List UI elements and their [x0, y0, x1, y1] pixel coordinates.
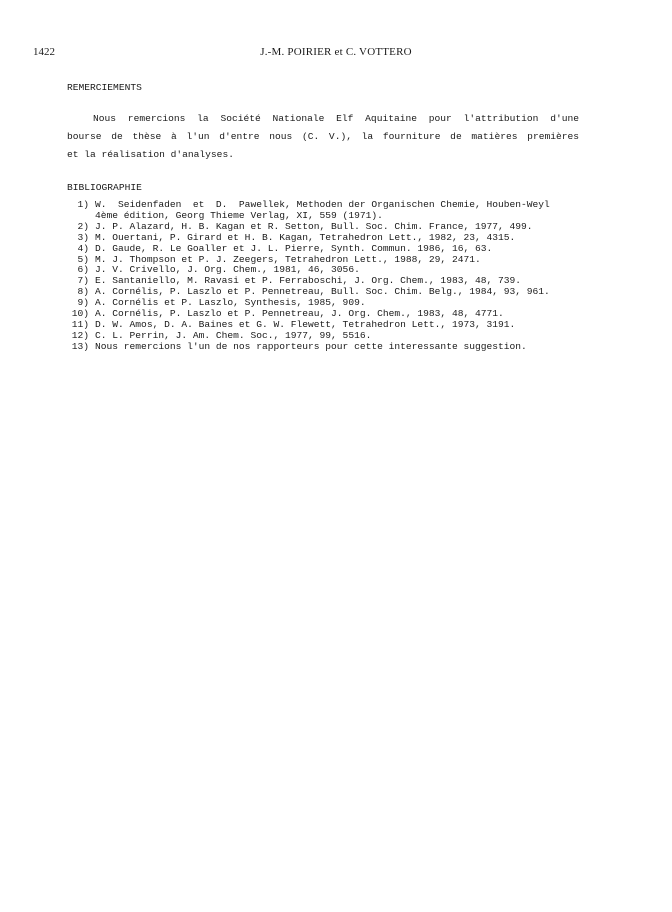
acknowledgements-title: REMERCIEMENTS — [67, 82, 142, 93]
reference-number: 11) — [71, 318, 89, 330]
reference-text: E. Santaniello, M. Ravasi et P. Ferraboschi, J. Org. Chem., 1983, 48, 739. — [95, 275, 522, 287]
reference-number: 13) — [71, 340, 89, 352]
reference-number: 4) — [77, 242, 89, 254]
reference-number: 12) — [71, 329, 89, 341]
reference-number: 6) — [77, 264, 89, 276]
reference-list — [67, 200, 587, 353]
reference-text: J. V. Crivello, J. Org. Chem., 1981, 46, 3056. — [95, 264, 360, 276]
reference-item — [67, 342, 587, 353]
reference-text: J. P. Alazard, H. B. Kagan et R. Setton, Bull. Soc. Chim. France, 1977, 499. — [95, 220, 533, 232]
reference-number: 8) — [77, 286, 89, 298]
reference-number: 2) — [77, 220, 89, 232]
reference-text: M. J. Thompson et P. J. Zeegers, Tetrahedron Lett., 1988, 29, 2471. — [95, 253, 481, 265]
reference-number: 3) — [77, 231, 89, 243]
reference-text: A. Cornélis et P. Laszlo, Synthesis, 1985, 909. — [95, 297, 366, 309]
reference-number: 7) — [77, 275, 89, 287]
acknowledgements-body — [67, 110, 579, 164]
reference-text: A. Cornélis, P. Laszlo et P. Pennetreau, Bull. Soc. Chim. Belg., 1984, 93, 961. — [95, 286, 550, 298]
acknowledgements-line: Nous remercions la Société Nationale Elf Aquitaine pour l'attribution d'une — [93, 113, 579, 124]
acknowledgements-line: bourse de thèse à l'un d'entre nous (C. V.), la fourniture de matières premières — [67, 131, 579, 142]
bibliography-title: BIBLIOGRAPHIE — [67, 182, 142, 193]
reference-text: Nous remercions l'un de nos rapporteurs pour cette interessante suggestion. — [95, 340, 527, 352]
acknowledgements-line: et la réalisation d'analyses. — [67, 149, 234, 160]
reference-text: D. Gaude, R. Le Goaller et J. L. Pierre, Synth. Commun. 1986, 16, 63. — [95, 242, 493, 254]
reference-number: 5) — [77, 253, 89, 265]
reference-text: A. Cornélis, P. Laszlo et P. Pennetreau, J. Org. Chem., 1983, 48, 4771. — [95, 308, 504, 320]
reference-text: D. W. Amos, D. A. Baines et G. W. Flewett, Tetrahedron Lett., 1973, 3191. — [95, 318, 516, 330]
page-number: 1422 — [33, 46, 55, 58]
reference-number: 1) — [77, 199, 89, 210]
reference-number: 9) — [77, 297, 89, 309]
reference-text: 4ème édition, Georg Thieme Verlag, XI, 559 (1971). — [95, 209, 383, 221]
reference-text: M. Ouertani, P. Girard et H. B. Kagan, Tetrahedron Lett., 1982, 23, 4315. — [95, 231, 516, 243]
reference-number: 10) — [71, 308, 89, 320]
reference-text: W. Seidenfaden et D. Pawellek, Methoden der Organischen Chemie, Houben-Weyl — [95, 199, 550, 210]
running-head: J.-M. POIRIER et C. VOTTERO — [260, 46, 412, 58]
reference-text: C. L. Perrin, J. Am. Chem. Soc., 1977, 99, 5516. — [95, 329, 372, 341]
